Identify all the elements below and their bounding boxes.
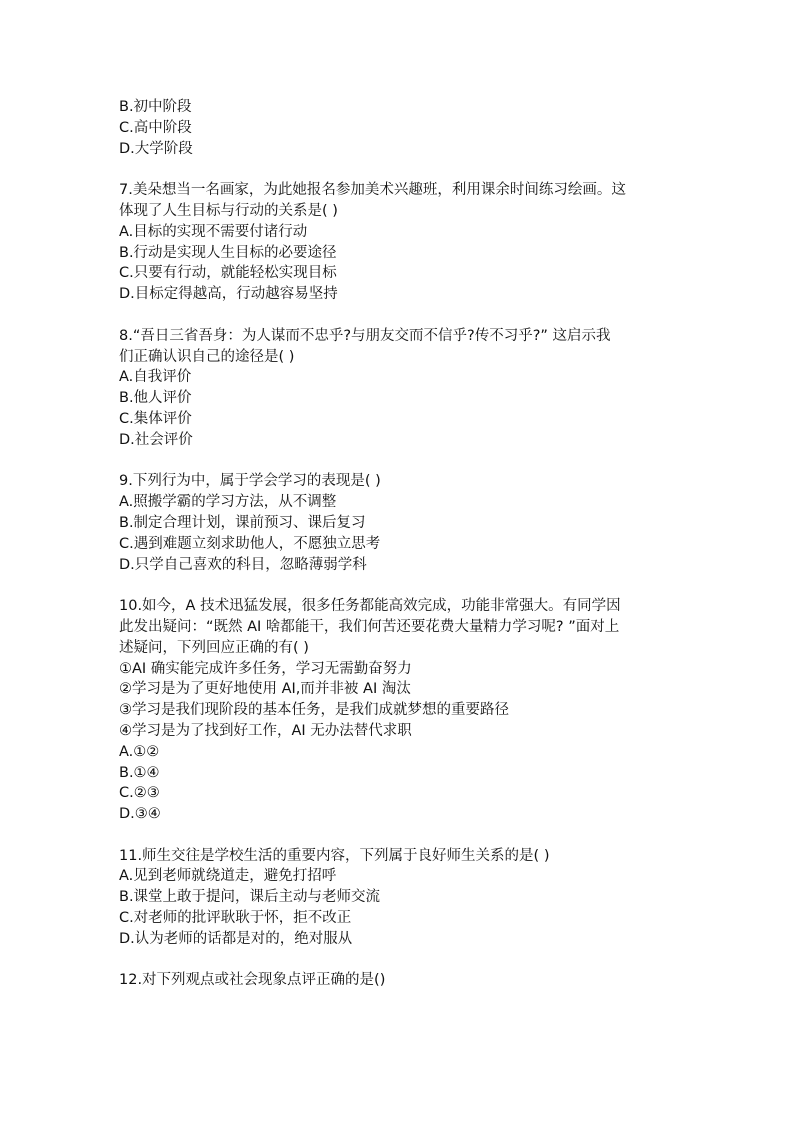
option-a: A.见到老师就绕道走，避免打招呼 xyxy=(119,868,337,885)
question-stem-line: 体现了人生目标与行动的关系是( ) xyxy=(119,202,338,219)
option-c: C.②③ xyxy=(119,785,160,802)
spacer xyxy=(119,451,689,472)
option-d: D.目标定得越高，行动越容易坚持 xyxy=(119,286,338,303)
spacer xyxy=(119,159,689,180)
option-d: D.社会评价 xyxy=(119,431,193,448)
option-a: A.①② xyxy=(119,743,160,760)
spacer xyxy=(119,950,689,971)
option-b: B.制定合理计划，课前预习、课后复习 xyxy=(119,514,366,531)
question-stem-line: 10.如今，A 技术迅猛发展，很多任务都能高效完成，功能非常强大。有同学因 xyxy=(119,598,621,615)
question-stem-line: 9.下列行为中，属于学会学习的表现是( ) xyxy=(119,473,381,490)
option-c: C.高中阶段 xyxy=(119,119,192,136)
option-d: D.只学自己喜欢的科目，忽略薄弱学科 xyxy=(119,556,367,573)
option-d: D.③④ xyxy=(119,806,161,823)
question-stem-line: 此发出疑问：“既然 AI 啥都能干，我们何苦还要花费大量精力学习呢? ”面对上 xyxy=(119,618,620,635)
question-6-tail xyxy=(119,97,689,159)
option-b: B.初中阶段 xyxy=(119,99,192,115)
option-b: B.课堂上敢于提问，课后主动与老师交流 xyxy=(119,889,381,906)
question-stem-line: 11.师生交往是学校生活的重要内容，下列属于良好师生关系的是( ) xyxy=(119,847,550,864)
option-a: A.照搬学霸的学习方法，从不调整 xyxy=(119,494,337,511)
statement-3: ③学习是我们现阶段的基本任务，是我们成就梦想的重要路径 xyxy=(119,702,509,719)
option-c: C.对老师的批评耿耿于怀，拒不改正 xyxy=(119,910,352,927)
question-12 xyxy=(119,970,689,991)
option-c: C.集体评价 xyxy=(119,410,192,427)
option-d: D.认为老师的话都是对的，绝对服从 xyxy=(119,930,353,947)
statement-2: ②学习是为了更好地使用 AI,而并非被 AI 淘汰 xyxy=(119,681,411,698)
option-b: B.行动是实现人生目标的必要途径 xyxy=(119,244,337,261)
question-stem-line: 述疑问，下列回应正确的有( ) xyxy=(119,639,309,656)
option-d: D.大学阶段 xyxy=(119,140,193,157)
option-b: B.他人评价 xyxy=(119,390,192,407)
option-c: C.只要有行动，就能轻松实现目标 xyxy=(119,265,337,282)
question-list xyxy=(119,97,689,991)
spacer xyxy=(119,825,689,846)
question-10 xyxy=(119,596,689,825)
option-a: A.目标的实现不需要付诸行动 xyxy=(119,223,308,240)
statement-1: ①AI 确实能完成许多任务，学习无需勤奋努力 xyxy=(119,660,412,677)
question-7 xyxy=(119,180,689,305)
question-11 xyxy=(119,846,689,950)
question-stem-line: 8.“吾日三省吾身：为人谋而不忠乎?与朋友交而不信乎?传不习乎?” 这启示我 xyxy=(119,327,611,344)
question-stem-line: 7.美朵想当一名画家，为此她报名参加美术兴趣班，利用课余时间练习绘画。这 xyxy=(119,182,626,199)
question-8 xyxy=(119,326,689,451)
question-stem-line: 12.对下列观点或社会现象点评正确的是() xyxy=(119,972,386,989)
question-9 xyxy=(119,471,689,575)
spacer xyxy=(119,305,689,326)
statement-4: ④学习是为了找到好工作，AI 无办法替代求职 xyxy=(119,722,412,739)
question-stem-line: 们正确认识自己的途径是( ) xyxy=(119,348,295,365)
option-a: A.自我评价 xyxy=(119,369,192,386)
spacer xyxy=(119,575,689,596)
option-b: B.①④ xyxy=(119,764,160,781)
option-c: C.遇到难题立刻求助他人，不愿独立思考 xyxy=(119,535,381,552)
